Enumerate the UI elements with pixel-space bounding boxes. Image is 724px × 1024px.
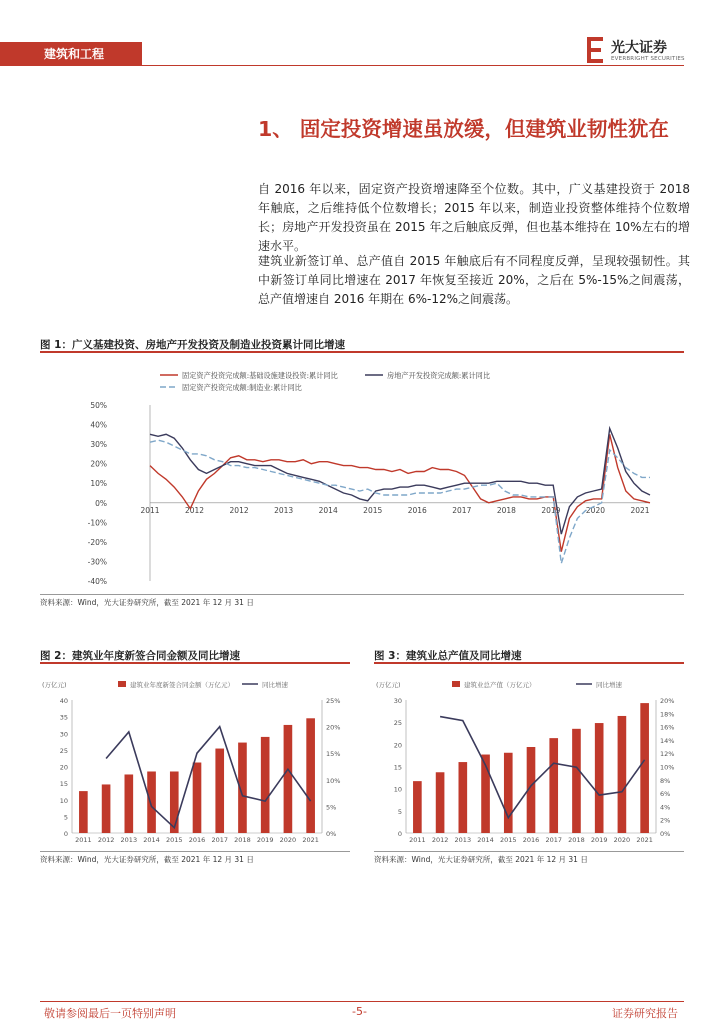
brand-logo <box>585 35 695 69</box>
figure1-rule <box>40 351 684 353</box>
paragraph-2: 建筑业新签订单、总产值自 2015 年触底后有不同程度反弹，呈现较强韧性。其中新签订单同比增速在 2017 年恢复至接近 20%，之后在 5%-15%之间震荡，总产值增速自 2016 年期在 6%-12%之间震荡。 <box>258 254 690 306</box>
x-tick-label: 2013 <box>120 836 138 844</box>
x-tick-label: 2017 <box>545 836 563 844</box>
x-tick-label: 2012 <box>97 836 115 844</box>
bar <box>125 774 134 833</box>
y2-tick-label: 4% <box>660 803 671 812</box>
x-tick-label: 2013 <box>274 505 294 515</box>
y2-tick-label: 2% <box>660 816 671 825</box>
y2-tick-label: 0% <box>326 830 337 838</box>
x-tick-label: 2015 <box>165 836 183 844</box>
series-line-1 <box>150 429 650 535</box>
x-tick-label: 2019 <box>590 836 608 844</box>
legend-label-1: 房地产开发投资完成额:累计同比 <box>387 371 491 380</box>
x-tick-label: 2015 <box>499 836 517 844</box>
x-tick-label: 2018 <box>568 836 585 844</box>
brand-subtitle: EVERBRIGHT SECURITIES <box>611 56 685 62</box>
page-number: -5- <box>352 1005 367 1018</box>
legend-line-label: 同比增速 <box>262 681 288 689</box>
x-tick-label: 2020 <box>279 836 297 844</box>
section-title: 1、 固定投资增速虽放缓，但建筑业韧性犹在 <box>258 117 669 141</box>
x-tick-label: 2018 <box>234 836 251 844</box>
x-tick-label: 2020 <box>585 505 606 515</box>
bar <box>595 723 604 833</box>
x-tick-label: 2013 <box>454 836 472 844</box>
x-tick-label: 2021 <box>630 505 650 515</box>
x-tick-label: 2016 <box>407 505 427 515</box>
y-tick-label: -20% <box>87 537 107 547</box>
y-tick-label: 10% <box>90 479 107 489</box>
y-tick-label: 40% <box>90 420 107 430</box>
x-tick-label: 2016 <box>188 836 206 844</box>
legend-bar-label: 建筑业总产值（万亿元） <box>464 681 536 689</box>
legend-label-2: 固定资产投资完成额:制造业:累计同比 <box>182 383 302 392</box>
header-section-tab <box>0 42 142 66</box>
y-tick-label: 5 <box>397 807 402 816</box>
y2-tick-label: 16% <box>660 723 675 732</box>
y2-tick-label: 20% <box>660 697 675 705</box>
figure1-chart <box>40 355 684 595</box>
x-tick-label: 2014 <box>318 505 338 515</box>
x-tick-label: 2018 <box>496 505 516 515</box>
bar <box>504 753 513 833</box>
y2-tick-label: 12% <box>660 750 675 759</box>
legend-line-label: 同比增速 <box>596 681 622 689</box>
y-tick-label: 30% <box>90 440 107 450</box>
unit-label: (万亿元) <box>376 681 401 689</box>
y-tick-label: 25 <box>393 719 402 728</box>
series-line-0 <box>150 434 650 551</box>
footer-disclaimer-link[interactable]: 敬请参阅最后一页特别声明 <box>44 1007 176 1020</box>
figure3-chart <box>374 665 684 850</box>
bar <box>436 772 445 833</box>
y-tick-label: 20 <box>393 741 402 750</box>
x-tick-label: 2012 <box>184 505 205 515</box>
unit-label: (万亿元) <box>42 681 67 689</box>
x-tick-label: 2012 <box>229 505 249 515</box>
x-tick-label: 2015 <box>363 505 383 515</box>
header-rule <box>0 65 684 66</box>
y-tick-label: 50% <box>90 401 107 410</box>
figure3-foot-rule <box>374 851 684 852</box>
y-tick-label: 30 <box>59 730 68 739</box>
y-tick-label: 10 <box>393 785 402 794</box>
x-tick-label: 2014 <box>477 836 494 844</box>
x-tick-label: 2011 <box>140 505 160 515</box>
x-tick-label: 2021 <box>636 836 653 844</box>
legend-bar-swatch <box>118 681 126 687</box>
x-tick-label: 2012 <box>431 836 449 844</box>
paragraph-1: 自 2016 年以来，固定资产投资增速降至个位数。其中，广义基建投资于 2018 年触底，之后维持低个位数增长；2015 年以来，制造业投资整体维持个位数增长；房地产开发投资虽在 2015 年之后触底反弹，但也基本维持在 10%左右的增速水平。 <box>258 182 690 253</box>
y2-tick-label: 8% <box>660 776 671 785</box>
figure1-source: 资料来源：Wind，光大证券研究所，截至 2021 年 12 月 31 日 <box>40 598 254 607</box>
x-tick-label: 2014 <box>143 836 160 844</box>
bar <box>147 771 156 833</box>
y2-tick-label: 0% <box>660 830 671 838</box>
y2-tick-label: 10% <box>660 763 675 772</box>
y2-tick-label: 18% <box>660 710 675 719</box>
x-tick-label: 2021 <box>302 836 319 844</box>
bar <box>640 703 649 833</box>
legend-label-0: 固定资产投资完成额:基础设施建设投资:累计同比 <box>182 371 338 380</box>
bar <box>413 781 422 833</box>
brand-logo-icon <box>585 35 607 65</box>
y-tick-label: 0 <box>397 830 402 838</box>
y-tick-label: 40 <box>59 697 68 705</box>
bar <box>79 791 88 833</box>
figure1-foot-rule <box>40 594 684 595</box>
bar <box>193 763 202 833</box>
y-tick-label: 10 <box>59 796 68 805</box>
brand-name: 光大证券 <box>611 40 667 56</box>
bar <box>459 762 468 833</box>
figure3-rule <box>374 662 684 664</box>
legend-bar-label: 建筑业年度新签合同金额（万亿元） <box>130 681 234 689</box>
bar <box>549 738 558 833</box>
y2-tick-label: 5% <box>326 803 337 812</box>
y2-tick-label: 15% <box>326 750 341 759</box>
y2-tick-label: 25% <box>326 697 341 705</box>
x-tick-label: 2020 <box>613 836 631 844</box>
figure2-source: 资料来源：Wind，光大证券研究所，截至 2021 年 12 月 31 日 <box>40 855 254 864</box>
y2-tick-label: 10% <box>326 776 341 785</box>
y-tick-label: 5 <box>63 813 68 822</box>
x-tick-label: 2011 <box>75 836 92 844</box>
series-line-2 <box>150 440 650 563</box>
figure2-foot-rule <box>40 851 350 852</box>
figure2-rule <box>40 662 350 664</box>
growth-line <box>106 727 311 828</box>
y-tick-label: 0% <box>95 498 107 508</box>
x-tick-label: 2011 <box>409 836 426 844</box>
bar <box>284 725 293 833</box>
y-tick-label: -10% <box>87 518 107 528</box>
figure1-title: 图 1：广义基建投资、房地产开发投资及制造业投资累计同比增速 <box>40 339 345 351</box>
x-tick-label: 2016 <box>522 836 540 844</box>
bar <box>215 749 224 833</box>
x-tick-label: 2017 <box>211 836 229 844</box>
y-tick-label: 25 <box>59 746 68 755</box>
y-tick-label: 20% <box>90 459 107 469</box>
y-tick-label: 0 <box>63 830 68 838</box>
bar <box>102 784 111 833</box>
y2-tick-label: 14% <box>660 736 675 745</box>
figure3-source: 资料来源：Wind，光大证券研究所，截至 2021 年 12 月 31 日 <box>374 855 588 864</box>
y2-tick-label: 20% <box>326 723 341 732</box>
figure2-title: 图 2：建筑业年度新签合同金额及同比增速 <box>40 650 240 662</box>
y2-tick-label: 6% <box>660 790 671 799</box>
bar <box>306 718 315 833</box>
footer-report-type: 证券研究报告 <box>612 1007 678 1020</box>
x-tick-label: 2019 <box>256 836 274 844</box>
y-tick-label: 20 <box>59 763 68 772</box>
y-tick-label: 30 <box>393 697 402 705</box>
bar <box>572 729 581 833</box>
bar <box>261 737 270 833</box>
y-tick-label: 15 <box>59 780 68 789</box>
bar <box>618 716 627 833</box>
figure3-title: 图 3：建筑业总产值及同比增速 <box>374 650 522 662</box>
x-tick-label: 2017 <box>452 505 472 515</box>
y-tick-label: -40% <box>87 577 107 586</box>
y-tick-label: 35 <box>59 713 68 722</box>
header-section-label: 建筑和工程 <box>44 47 105 61</box>
y-tick-label: 15 <box>393 763 402 772</box>
footer-rule <box>40 1001 684 1002</box>
y-tick-label: -30% <box>87 557 107 567</box>
legend-bar-swatch <box>452 681 460 687</box>
growth-line <box>440 717 644 818</box>
figure2-chart <box>40 665 350 850</box>
x-tick-label: 2019 <box>541 505 561 515</box>
